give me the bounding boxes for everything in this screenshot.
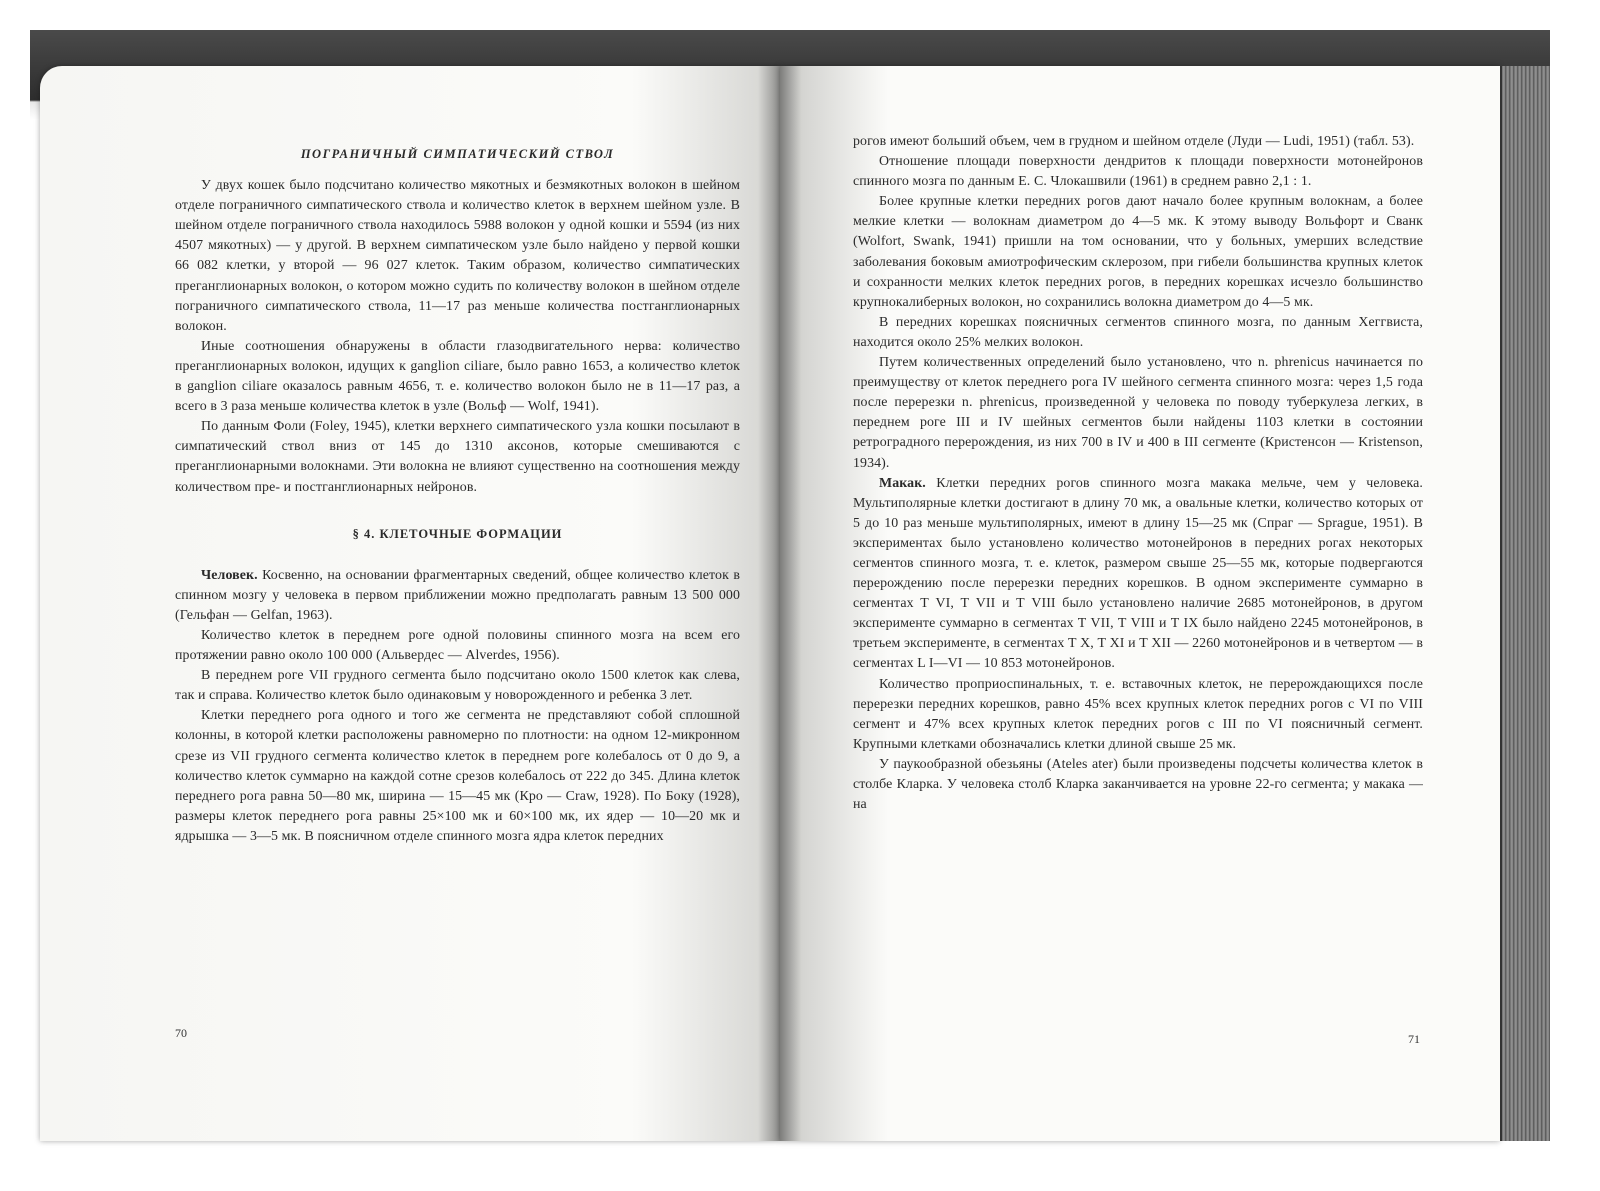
paragraph: Отношение площади поверхности дендритов к площади поверхности мотонейронов спинного мозга по данным Е. С. Члокашвили (1961) в среднем равно 2,1 : 1.: [853, 154, 1423, 190]
paragraph: Иные соотношения обнаружены в области глазодвигательного нерва: количество преганглионарных волокон, идущих к ganglion ciliare, было равно 1653, а количество клеток в ganglion ciliare оказалось равным 4656, т. е. количество волокон было не в 11—17 раз, а всего в 3 раза меньше количества клеток в узле (Вольф — Wolf, 1941).: [175, 338, 740, 415]
open-book: [40, 66, 1550, 1146]
page-edges: [1500, 66, 1550, 1141]
paragraph-body: Клетки передних рогов спинного мозга макака мельче, чем у человека. Мультиполярные клетки достигают в длину 70 мк, а овальные клетки, количество которых от 5 до 10 раз меньше мультиполярных, имеют в длину 15—25 мк (Спраг — Sprague, 1951). В экспериментах было установлено количество мотонейронов в передних рогах некоторых сегментов спинного мозга, т. е. клеток, размером свыше 25—55 мк, которые подвергаются перерождению после перерезки передних корешков. В одном эксперименте суммарно в сегментах Т VI, Т VII и Т VIII было установлено наличие 2685 мотонейронов, в другом эксперименте суммарно в сегментах Т VII, Т VIII и Т IX было найдено 2245 мотонейронов, в третьем эксперименте, в сегментах Т X, Т XI и Т XII — 2260 мотонейронов и в четвертом — в сегментах L I—VI — 10 853 мотонейронов.: [853, 475, 1423, 672]
paragraph-body: Косвенно, на основании фрагментарных сведений, общее количество клеток в спинном мозгу у человека в первом приближении можно предполагать равным 13 500 000 (Гельфан — Gelfan, 1963).: [175, 567, 740, 623]
paragraph: Количество клеток в переднем роге одной половины спинного мозга на всем его протяжении равно около 100 000 (Альвердес — Alverdes, 1956).: [175, 627, 740, 664]
paragraph-human: [175, 566, 740, 626]
left-page-text: [175, 144, 740, 847]
lead-word: Человек.: [201, 567, 258, 583]
paragraph: По данным Фоли (Foley, 1945), клетки верхнего симпатического узла кошки посылают в симпатический ствол вниз от 145 до 1310 аксонов, которые смешиваются с преганглионарными волокнами. Эти волокна не влияют существенно на соотношения между количеством пре- и постганглионарных нейронов.: [175, 419, 740, 495]
right-page-text: [853, 132, 1423, 815]
paragraph: Количество проприоспинальных, т. е. вставочных клеток, не перерождающихся после перерезки передних корешков, равно 45% всех крупных клеток передних рогов с VI по VIII сегмент и 47% всех крупных клеток передних рогов с III по VI поясничный сегмент. Крупными клетками обозначались клетки длиной свыше 25 мк.: [853, 676, 1423, 752]
page-number: 70: [175, 1026, 187, 1040]
paragraph: Более крупные клетки передних рогов дают начало более крупным волокнам, а более мелкие клетки — волокнам диаметром до 4—5 мк. К этому выводу Вольфорт и Сванк (Wolfort, Swank, 1941) пришли на том основании, что у больных, умерших вследствие заболевания боковым амиотрофическим склерозом, при гибели большинства крупных клеток и сохранности мелких клеток передних рогов, в передних корешках исчезло большинство крупнокалиберных волокон, но сохранились волокна диаметром до 4—5 мк.: [853, 194, 1423, 310]
paragraph: рогов имеют больший объем, чем в грудном и шейном отделе (Луди — Ludi, 1951) (табл. 53).: [853, 134, 1415, 149]
right-page: [780, 66, 1500, 1141]
page-number: 71: [1408, 1032, 1420, 1046]
paragraph: Клетки переднего рога одного и того же сегмента не представляют собой сплошной колонны, в которой клетки расположены равномерно по плотности: на одном 12-микронном срезе из VII грудного сегмента количество клеток в переднем роге колебалось от 0 до 9, а количество клеток суммарно на каждой сотне срезов колебалось от 222 до 345. Длина клеток переднего рога равна 50—80 мк, ширина — 15—45 мк (Кро — Craw, 1928). По Боку (1928), размеры клеток переднего рога равны 25×100 мк и 60×100 мк, их ядер — 10—20 мк и ядрышка — 3—5 мк. В поясничном отделе спинного мозга ядра клеток передних: [175, 708, 740, 844]
running-head: ПОГРАНИЧНЫЙ СИМПАТИЧЕСКИЙ СТВОЛ: [300, 147, 615, 161]
section-heading: § 4. КЛЕТОЧНЫЕ ФОРМАЦИИ: [352, 526, 563, 541]
paragraph-macaque: [853, 474, 1423, 675]
paragraph: В передних корешках поясничных сегментов спинного мозга, по данным Хеггвиста, находится около 25% мелких волокон.: [853, 314, 1423, 350]
paragraph: Путем количественных определений было установлено, что n. phrenicus начинается по преимуществу от клеток переднего рога IV шейного сегмента спинного мозга: через 1,5 года после перерезки n. phrenicus, произведенной у человека по поводу туберкулеза легких, в переднем роге III и IV шейных сегментов были найдены 1103 клетки в состоянии ретроградного перерождения, из них 700 в IV и 400 в III сегменте (Кристенсон — Kristenson, 1934).: [853, 355, 1423, 471]
paragraph: У двух кошек было подсчитано количество мякотных и безмякотных волокон в шейном отделе пограничного симпатического ствола и количество клеток в верхнем шейном узле. В шейном отделе пограничного ствола находилось 5988 волокон у одной кошки и 5594 (из них 4507 мякотных) — у другой. В верхнем симпатическом узле было найдено у первой кошки 66 082 клетки, у второй — 96 027 клеток. Таким образом, количество симпатических преганглионарных волокон, о котором можно судить по количеству волокон в шейном отделе пограничного симпатического ствола, 11—17 раз меньше количества постганглионарных волокон.: [175, 178, 740, 334]
lead-word: Макак.: [879, 475, 926, 491]
left-page: [40, 66, 780, 1141]
paragraph: В переднем роге VII грудного сегмента было подсчитано около 1500 клеток как слева, так и справа. Количество клеток было одинаковым у новорожденного и ребенка 3 лет.: [175, 668, 740, 704]
paragraph: У паукообразной обезьяны (Ateles ater) были произведены подсчеты количества клеток в столбе Кларка. У человека столб Кларка заканчивается на уровне 22-го сегмента; у макака — на: [853, 756, 1423, 813]
